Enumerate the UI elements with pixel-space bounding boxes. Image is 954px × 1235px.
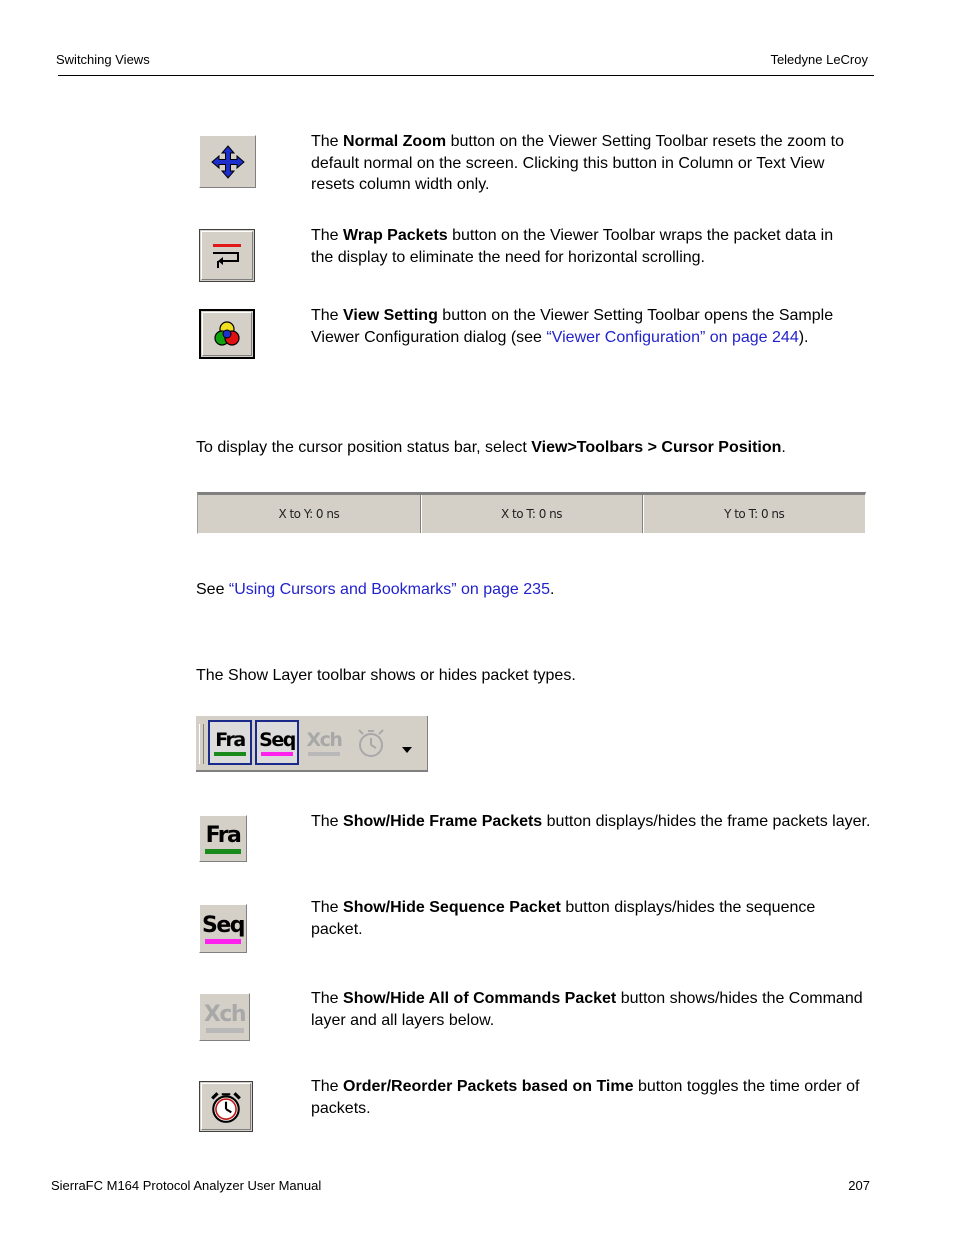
wrap-packets-description: The Wrap Packets button on the Viewer Toolbar wraps the packet data in the display to eliminate the need for horizontal scrolling. bbox=[311, 227, 834, 266]
show-layer-intro: The Show Layer toolbar shows or hides packet types. bbox=[196, 667, 576, 684]
view-setting-icon[interactable] bbox=[199, 309, 255, 359]
cursor-x-to-t: X to T: 0 ns bbox=[420, 495, 643, 533]
view-setting-description: The View Setting button on the Viewer Setting Toolbar opens the Sample Viewer Configuration dialog (see “Viewer Configuration” on page 244). bbox=[311, 307, 834, 346]
cursor-y-to-t: Y to T: 0 ns bbox=[642, 495, 865, 533]
footer-manual-title: SierraFC M164 Protocol Analyzer User Manual bbox=[51, 1178, 322, 1193]
cursor-see-also: See “Using Cursors and Bookmarks” on page 235. bbox=[196, 581, 555, 598]
using-cursors-link[interactable]: “Using Cursors and Bookmarks” on page 235 bbox=[228, 581, 550, 598]
running-header-section: Switching Views bbox=[56, 52, 150, 67]
normal-zoom-icon[interactable] bbox=[199, 135, 256, 188]
order-packets-description: The Order/Reorder Packets based on Time button toggles the time order of packets. bbox=[311, 1078, 860, 1117]
show-layer-toolbar bbox=[196, 716, 428, 772]
toolbar-grip[interactable] bbox=[199, 724, 204, 764]
sequence-packet-description: The Show/Hide Sequence Packet button displays/hides the sequence packet. bbox=[311, 899, 816, 938]
running-header-company: Teledyne LeCroy bbox=[770, 52, 868, 67]
stopwatch-icon bbox=[354, 726, 388, 760]
toolbar-commands-button[interactable]: Xch bbox=[302, 720, 346, 765]
show-hide-sequence-icon[interactable]: Seq bbox=[199, 904, 247, 953]
move-arrows-icon bbox=[211, 145, 245, 179]
toolbar-dropdown-icon[interactable] bbox=[400, 745, 414, 755]
viewer-configuration-link[interactable]: “Viewer Configuration” on page 244 bbox=[546, 328, 799, 346]
cursor-x-to-y: X to Y: 0 ns bbox=[278, 507, 340, 521]
order-reorder-time-icon[interactable] bbox=[199, 1081, 253, 1132]
frame-packets-description: The Show/Hide Frame Packets button displays/hides the frame packets layer. bbox=[311, 813, 871, 830]
cursor-position-intro: To display the cursor position status bar, select View>Toolbars > Cursor Position. bbox=[196, 439, 786, 456]
commands-packet-description: The Show/Hide All of Commands Packet button shows/hides the Command layer and all layers below. bbox=[311, 990, 863, 1029]
toolbar-sequence-button[interactable]: Seq bbox=[255, 720, 299, 765]
toolbar-order-time-button[interactable] bbox=[349, 720, 393, 765]
page-number: 207 bbox=[848, 1178, 870, 1193]
header-rule bbox=[58, 75, 874, 76]
normal-zoom-description: The Normal Zoom button on the Viewer Setting Toolbar resets the zoom to default normal on the screen. Clicking this button in Column or Text View resets column width only. bbox=[311, 133, 845, 194]
wrap-packets-icon[interactable] bbox=[199, 229, 255, 282]
toolbar-frame-button[interactable]: Fra bbox=[208, 720, 252, 765]
show-hide-frame-icon[interactable]: Fra bbox=[199, 815, 247, 862]
show-hide-commands-icon[interactable]: Xch bbox=[199, 993, 250, 1041]
cursor-position-status-bar bbox=[197, 492, 866, 534]
